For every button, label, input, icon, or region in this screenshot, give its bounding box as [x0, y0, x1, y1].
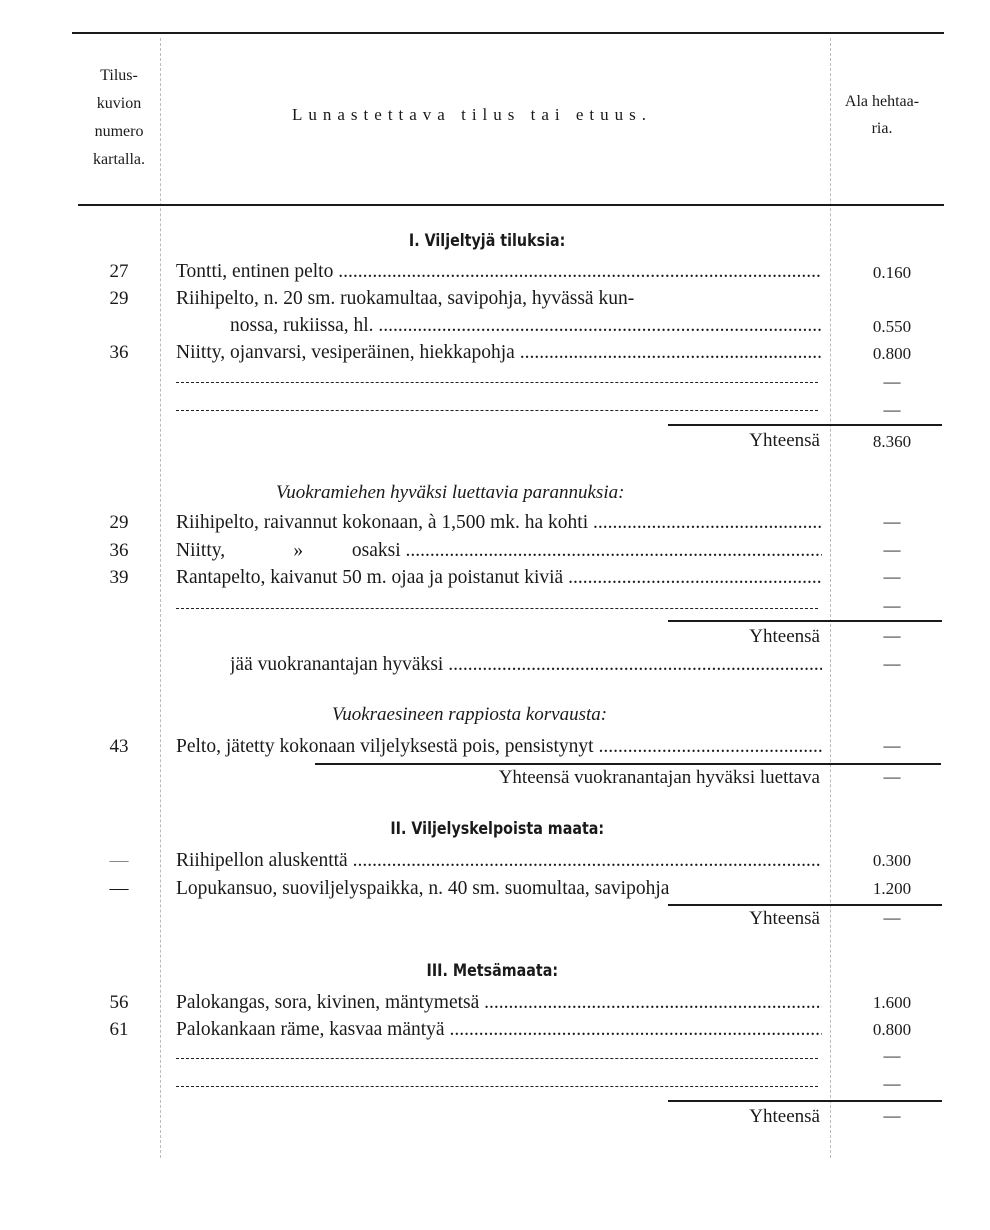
parcel-number: 36: [109, 540, 129, 561]
row-description: Pelto, jätetty kokonaan viljelyksestä pois, pensistynyt .....: [176, 736, 822, 758]
total-value: —: [883, 767, 901, 786]
section-title: Vuokraesineen rappiosta korvausta:: [332, 704, 608, 725]
total-value: —: [883, 626, 901, 645]
row-description-continued: nossa, rukiissa, hl. .....: [230, 315, 822, 337]
header-col-number-line: kuvion: [96, 95, 142, 112]
blank-row-line: [176, 1058, 818, 1059]
row-area-value: 0.550: [872, 317, 912, 336]
header-col-number-line: kartalla.: [93, 151, 145, 168]
blank-row-line: [176, 382, 818, 383]
parcel-number: 27: [109, 261, 129, 282]
parcel-number: 39: [109, 567, 129, 588]
total-value: —: [883, 1106, 901, 1125]
blank-row-line: [176, 410, 818, 411]
blank-row-value: —: [883, 1046, 901, 1065]
row-area-value: —: [883, 736, 901, 755]
row-description: Palokankaan räme, kasvaa mäntyä .....: [176, 1019, 822, 1041]
row-description: Lopukansuo, suoviljelyspaikka, n. 40 sm. suomultaa, savipohja: [176, 878, 670, 899]
row-area-value: —: [883, 567, 901, 586]
row-area-value: 0.300: [872, 851, 912, 870]
total-label: Yhteensä: [749, 626, 820, 647]
blank-row-value: —: [883, 596, 901, 615]
row-description: Niitty, » osaksi .....: [176, 540, 822, 562]
header-col-number-line: numero: [94, 123, 144, 140]
header-col-area: [832, 88, 932, 142]
blank-row-value: —: [883, 372, 901, 391]
section-title: II. Viljelyskelpoista maata:: [390, 819, 605, 839]
column-divider-left: [160, 38, 161, 1158]
parcel-number: 29: [109, 288, 129, 309]
parcel-number: —: [109, 878, 129, 899]
header-col-description: Lunastettava tilus tai etuus.: [292, 105, 653, 124]
header-top-rule: [72, 32, 944, 34]
section-title: I. Viljeltyjä tiluksia:: [408, 231, 566, 251]
header-col-area-line: Ala hehtaa-: [844, 93, 920, 110]
total-label: Yhteensä vuokranantajan hyväksi luettava: [498, 767, 820, 788]
parcel-number: 36: [109, 342, 129, 363]
section-title: III. Metsämaata:: [426, 961, 559, 981]
row-description: Rantapelto, kaivanut 50 m. ojaa ja poistanut kiviä .....: [176, 567, 822, 589]
header-bottom-rule: [78, 204, 944, 206]
total-label: Yhteensä: [749, 908, 820, 929]
total-label: Yhteensä: [749, 1106, 820, 1127]
header-col-number: [74, 62, 164, 174]
total-rule: [668, 424, 942, 426]
row-area-value: 1.200: [872, 879, 912, 898]
remainder-value: —: [883, 654, 901, 673]
parcel-number: —: [109, 850, 129, 871]
total-value: —: [883, 908, 901, 927]
total-rule: [668, 904, 942, 906]
blank-row-line: [176, 1086, 818, 1087]
total-rule: [668, 620, 942, 622]
header-col-area-line: ria.: [871, 120, 893, 137]
row-description: Tontti, entinen pelto .....: [176, 261, 822, 283]
row-description: Riihipelto, n. 20 sm. ruokamultaa, savipohja, hyvässä kun-: [176, 288, 635, 309]
row-area-value: 1.600: [872, 993, 912, 1012]
row-description: Niitty, ojanvarsi, vesiperäinen, hiekkapohja .....: [176, 342, 822, 364]
column-divider-right: [830, 38, 831, 1158]
section-title: Vuokramiehen hyväksi luettavia parannuksia:: [276, 482, 625, 503]
parcel-number: 61: [109, 1019, 129, 1040]
row-area-value: 0.800: [872, 1020, 912, 1039]
row-description: Riihipelto, raivannut kokonaan, à 1,500 mk. ha kohti .....: [176, 512, 822, 534]
row-area-value: 0.800: [872, 344, 912, 363]
blank-row-value: —: [883, 1074, 901, 1093]
row-area-value: 0.160: [872, 263, 912, 282]
row-area-value: —: [883, 540, 901, 559]
parcel-number: 29: [109, 512, 129, 533]
remainder-label: jää vuokranantajan hyväksi .....: [230, 654, 822, 676]
parcel-number: 56: [109, 992, 129, 1013]
row-description: Palokangas, sora, kivinen, mäntymetsä .....: [176, 992, 822, 1014]
parcel-number: 43: [109, 736, 129, 757]
total-rule: [668, 1100, 942, 1102]
header-col-number-line: Tilus-: [100, 67, 138, 84]
row-description: Riihipellon aluskenttä .....: [176, 850, 822, 872]
row-area-value: —: [883, 512, 901, 531]
total-rule: [315, 763, 941, 765]
total-value: 8.360: [872, 432, 912, 451]
blank-row-line: [176, 608, 818, 609]
total-label: Yhteensä: [749, 430, 820, 451]
blank-row-value: —: [883, 400, 901, 419]
